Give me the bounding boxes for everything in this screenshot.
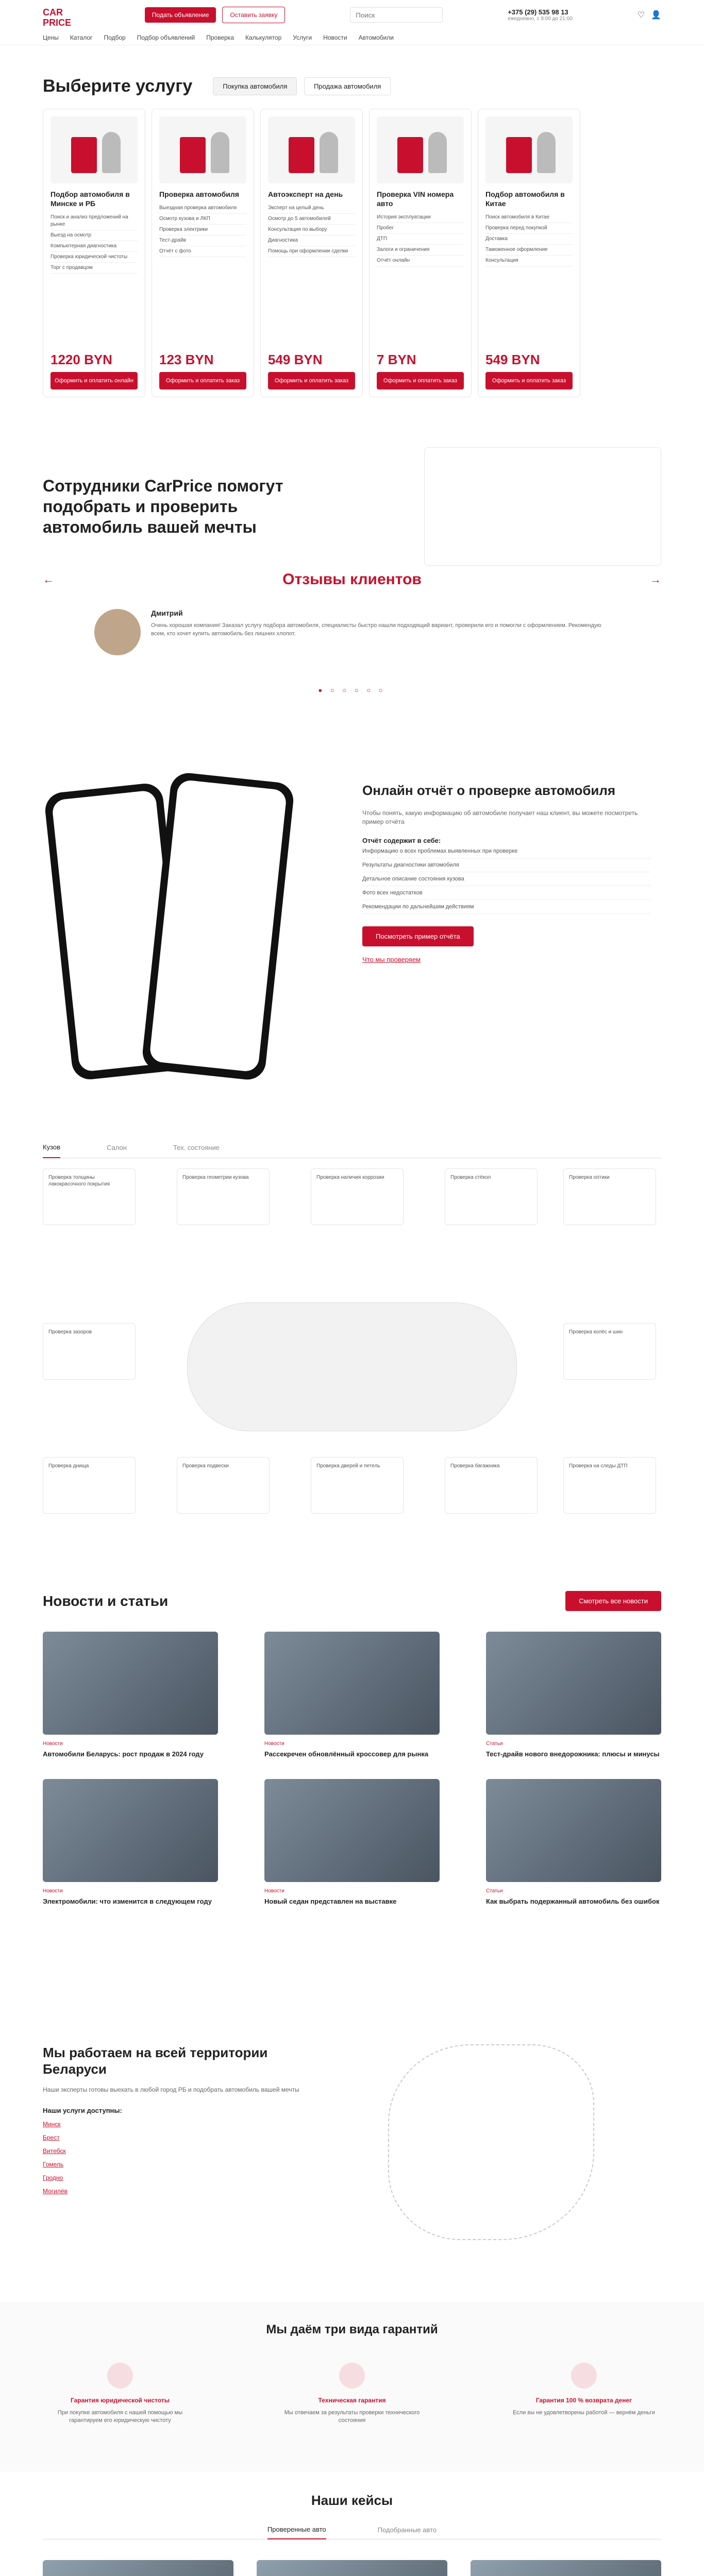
service-feature: Торг с продавцом (51, 263, 138, 274)
header (0, 0, 704, 45)
service-feature: Пробег (377, 223, 464, 234)
news-tag: Статьи (486, 1888, 503, 1894)
service-feature: ДТП (377, 234, 464, 245)
order-button[interactable]: Оформить и оплатить заказ (377, 372, 464, 389)
phone-mockup (43, 767, 331, 1096)
cases-section (0, 2472, 704, 2576)
service-title: Проверка VIN номера авто (377, 190, 454, 208)
case-image (471, 2560, 661, 2576)
order-button[interactable]: Оформить и оплатить заказ (485, 372, 573, 389)
inspection-note: Проверка стёкол (445, 1168, 538, 1225)
car-shape (187, 1302, 517, 1431)
services-section (0, 45, 704, 406)
news-title: Новости и статьи (43, 1592, 169, 1609)
news-title[interactable]: Новый седан представлен на выставке (264, 1897, 397, 1905)
nav-item[interactable]: Проверка (206, 34, 234, 41)
service-price: 549 BYN (268, 352, 323, 367)
report-item: Детальное описание состояния кузова (362, 872, 651, 886)
service-title: Подбор автомобиля в Китае (485, 190, 565, 208)
service-feature: Эксперт на целый день (268, 203, 355, 214)
service-feature: Проверка юридической чистоты (51, 252, 138, 263)
shield-icon (107, 2363, 133, 2388)
news-section (0, 1581, 704, 2044)
reviews-title: Отзывы клиентов (282, 571, 422, 588)
guarantee-item (275, 2363, 429, 2425)
city-link[interactable]: Могилёв (43, 2188, 68, 2195)
cases-title: Наши кейсы (311, 2493, 393, 2508)
service-price: 123 BYN (159, 352, 214, 367)
guarantee-item (507, 2363, 661, 2417)
nav-item[interactable]: Цены (43, 34, 59, 41)
news-card[interactable] (486, 1779, 661, 1906)
city-link[interactable]: Гродно (43, 2174, 63, 2181)
car-diagram (43, 1168, 661, 1570)
service-feature: Консультация (485, 256, 573, 266)
phone[interactable]: +375 (29) 535 98 13 (508, 8, 568, 16)
guarantee-section (0, 2302, 704, 2472)
case-card[interactable] (471, 2560, 661, 2576)
service-price: 1220 BYN (51, 352, 112, 367)
carousel-dots[interactable]: ● ○ ○ ○ ○ ○ (318, 686, 386, 694)
service-feature: Залоги и ограничения (377, 245, 464, 256)
tab-buy[interactable]: Покупка автомобиля (213, 77, 297, 95)
inspection-note: Проверка колёс и шин (563, 1323, 656, 1380)
news-title[interactable]: Рассекречен обновлённый кроссовер для рынка (264, 1750, 429, 1758)
report-list-title: Отчёт содержит в себе: (362, 837, 441, 844)
service-illustration (268, 116, 355, 183)
inspection-note: Проверка на следы ДТП (563, 1457, 656, 1514)
news-tag: Новости (43, 1888, 63, 1894)
service-title: Автоэксперт на день (268, 190, 343, 198)
order-button[interactable]: Оформить и оплатить заказ (159, 372, 246, 389)
inspection-note: Проверка наличия коррозии (311, 1168, 404, 1225)
main-nav (43, 30, 661, 45)
hours: ежедневно, с 9:00 до 21:00 (508, 16, 573, 22)
news-card[interactable] (43, 1632, 218, 1758)
service-illustration (377, 116, 464, 183)
cities-title: Наши услуги доступны: (43, 2107, 122, 2114)
tab-interior[interactable]: Салон (107, 1144, 127, 1151)
guarantee-text: Если вы не удовлетворены работой — вернём деньги (513, 2410, 655, 2416)
next-arrow-icon[interactable]: → (650, 573, 661, 586)
tab-tech[interactable]: Тех. состояние (173, 1144, 220, 1151)
heart-icon[interactable]: ♡ (637, 11, 645, 20)
case-image (43, 2560, 233, 2576)
service-illustration (159, 116, 246, 183)
services-title: Выберите услугу (43, 76, 193, 96)
inspection-note: Проверка толщины лакокрасочного покрытия (43, 1168, 136, 1225)
guarantee-title: Гарантия 100 % возврата денег (535, 2397, 632, 2404)
news-tag: Новости (43, 1741, 63, 1747)
service-feature: Выезд на осмотр (51, 230, 138, 241)
leave-request-button[interactable]: Оставить заявку (222, 7, 285, 23)
news-image (264, 1632, 440, 1735)
what-we-check-link[interactable]: Что мы проверяем (362, 956, 421, 963)
nav-item[interactable]: Калькулятор (245, 34, 282, 41)
tab-selected-cars[interactable]: Подобранные авто (377, 2526, 437, 2534)
service-illustration (485, 116, 573, 183)
guarantee-item (43, 2363, 197, 2425)
news-tag: Новости (264, 1741, 284, 1747)
service-feature: Выездная проверка автомобиля (159, 203, 246, 214)
service-feature: Доставка (485, 234, 573, 245)
service-feature: Проверка электрики (159, 225, 246, 235)
service-feature: Отчёт с фото (159, 246, 246, 257)
service-feature: Консультация по выбору (268, 225, 355, 235)
inspection-note: Проверка днища (43, 1457, 136, 1514)
user-icon[interactable]: 👤 (651, 11, 661, 20)
promo-video[interactable] (424, 447, 661, 566)
review-text: Очень хорошая компания! Заказал услугу подбора автомобиля, специалисты быстро нашли подходящий вариант, проверили его и помогли с оформлением. Рекомендую всем, кто хочет купить автомобиль без лишних хлопот. (151, 622, 601, 637)
news-image (43, 1632, 218, 1735)
report-item: Рекомендации по дальнейшим действиям (362, 900, 651, 914)
inspection-note: Проверка подвески (177, 1457, 270, 1514)
news-tag: Новости (264, 1888, 284, 1894)
news-title[interactable]: Электромобили: что изменится в следующем году (43, 1897, 212, 1905)
service-feature: Таможенное оформление (485, 245, 573, 256)
avatar (94, 609, 141, 655)
service-feature: Проверка перед покупкой (485, 223, 573, 234)
city-link[interactable]: Брест (43, 2134, 60, 2141)
inspection-note: Проверка геометрии кузова (177, 1168, 270, 1225)
city-link[interactable]: Витебск (43, 2147, 66, 2155)
city-link[interactable]: Гомель (43, 2161, 64, 2168)
service-feature: Помощь при оформлении сделки (268, 246, 355, 257)
news-image (486, 1632, 661, 1735)
nav-item[interactable]: Автомобили (358, 34, 394, 41)
promo-section (0, 406, 704, 561)
service-card (43, 109, 145, 397)
service-feature: Тест-драйв (159, 235, 246, 246)
add-ad-button[interactable]: Подать объявление (145, 7, 216, 23)
service-card (369, 109, 472, 397)
service-feature: Осмотр кузова и ЛКП (159, 214, 246, 225)
service-card (152, 109, 254, 397)
service-feature: Осмотр до 5 автомобилей (268, 214, 355, 225)
case-image (257, 2560, 447, 2576)
inspection-note: Проверка дверей и петель (311, 1457, 404, 1514)
service-illustration (51, 116, 138, 183)
guarantee-text: Мы отвечаем за результаты проверки технического состояния (284, 2410, 420, 2424)
service-card (260, 109, 363, 397)
logo[interactable]: CAR PRICE (43, 7, 72, 28)
map-title: Мы работаем на всей территории Беларуси (43, 2045, 268, 2077)
reviews-section (0, 561, 704, 746)
news-card[interactable] (264, 1632, 440, 1758)
report-item: Результаты диагностики автомобиля (362, 858, 651, 872)
news-card[interactable] (486, 1632, 661, 1758)
case-card[interactable] (257, 2560, 447, 2576)
service-title: Подбор автомобиля в Минске и РБ (51, 190, 130, 208)
report-item: Информацию о всех проблемах выявленных при проверке (362, 844, 651, 858)
order-button[interactable]: Оформить и оплатить онлайн (51, 372, 138, 389)
reviewer-name: Дмитрий (151, 609, 183, 617)
news-title[interactable]: Тест-драйв нового внедорожника: плюсы и минусы (486, 1750, 660, 1758)
news-title[interactable]: Автомобили Беларусь: рост продаж в 2024 году (43, 1750, 204, 1758)
service-title: Проверка автомобиля (159, 190, 239, 198)
nav-item[interactable]: Подбор (104, 34, 126, 41)
city-link[interactable]: Минск (43, 2121, 61, 2128)
promo-title: Сотрудники CarPrice помогут подобрать и проверить автомобиль вашей мечты (43, 477, 283, 536)
service-price: 7 BYN (377, 352, 416, 367)
service-feature: Отчёт онлайн (377, 256, 464, 266)
view-report-button[interactable]: Посмотреть пример отчёта (362, 926, 474, 946)
inspection-note: Проверка багажника (445, 1457, 538, 1514)
guarantee-title: Гарантия юридической чистоты (70, 2397, 170, 2404)
prev-arrow-icon[interactable]: ← (43, 573, 54, 586)
guarantee-text: При покупке автомобиля с нашей помощью мы гарантируем его юридическую чистоту (57, 2410, 183, 2424)
guarantee-title: Техническая гарантия (318, 2397, 386, 2404)
tab-body[interactable]: Кузов (43, 1137, 60, 1158)
report-intro: Чтобы понять, какую информацию об автомобиле получает наш клиент, вы можете посмотреть пример отчёта (362, 809, 638, 825)
nav-item[interactable]: Каталог (70, 34, 93, 41)
service-feature: История эксплуатации (377, 212, 464, 223)
all-news-button[interactable]: Смотреть все новости (565, 1591, 661, 1611)
report-title: Онлайн отчёт о проверке автомобиля (362, 783, 616, 798)
report-item: Фото всех недостатков (362, 886, 651, 900)
map-text: Наши эксперты готовы выехать в любой город РБ и подобрать автомобиль вашей мечты (43, 2086, 299, 2093)
service-card (478, 109, 580, 397)
case-card[interactable] (43, 2560, 233, 2576)
shield-icon (339, 2363, 365, 2388)
map-section (0, 2044, 704, 2302)
guarantee-title: Мы даём три вида гарантий (266, 2323, 438, 2336)
nav-item[interactable]: Услуги (293, 34, 312, 41)
search-input[interactable] (350, 7, 443, 23)
order-button[interactable]: Оформить и оплатить заказ (268, 372, 355, 389)
news-image (43, 1779, 218, 1882)
belarus-map (388, 2044, 594, 2240)
tab-sell[interactable]: Продажа автомобиля (304, 77, 391, 95)
shield-icon (571, 2363, 597, 2388)
news-title[interactable]: Как выбрать подержанный автомобиль без ошибок (486, 1897, 660, 1905)
news-tag: Статьи (486, 1741, 503, 1747)
inspection-note: Проверка зазоров (43, 1323, 136, 1380)
service-price: 549 BYN (485, 352, 540, 367)
nav-item[interactable]: Подбор объявлений (137, 34, 195, 41)
service-feature: Поиск и анализ предложений на рынке (51, 212, 138, 230)
service-feature: Поиск автомобиля в Китае (485, 212, 573, 223)
news-card[interactable] (264, 1779, 440, 1906)
service-feature: Компьютерная диагностика (51, 241, 138, 252)
news-image (486, 1779, 661, 1882)
news-card[interactable] (43, 1779, 218, 1906)
service-feature: Диагностика (268, 235, 355, 246)
tab-checked-cars[interactable]: Проверенные авто (267, 2520, 326, 2539)
inspection-section (0, 1138, 704, 1581)
nav-item[interactable]: Новости (323, 34, 347, 41)
news-image (264, 1779, 440, 1882)
report-section (0, 746, 704, 1138)
inspection-note: Проверка оптики (563, 1168, 656, 1225)
